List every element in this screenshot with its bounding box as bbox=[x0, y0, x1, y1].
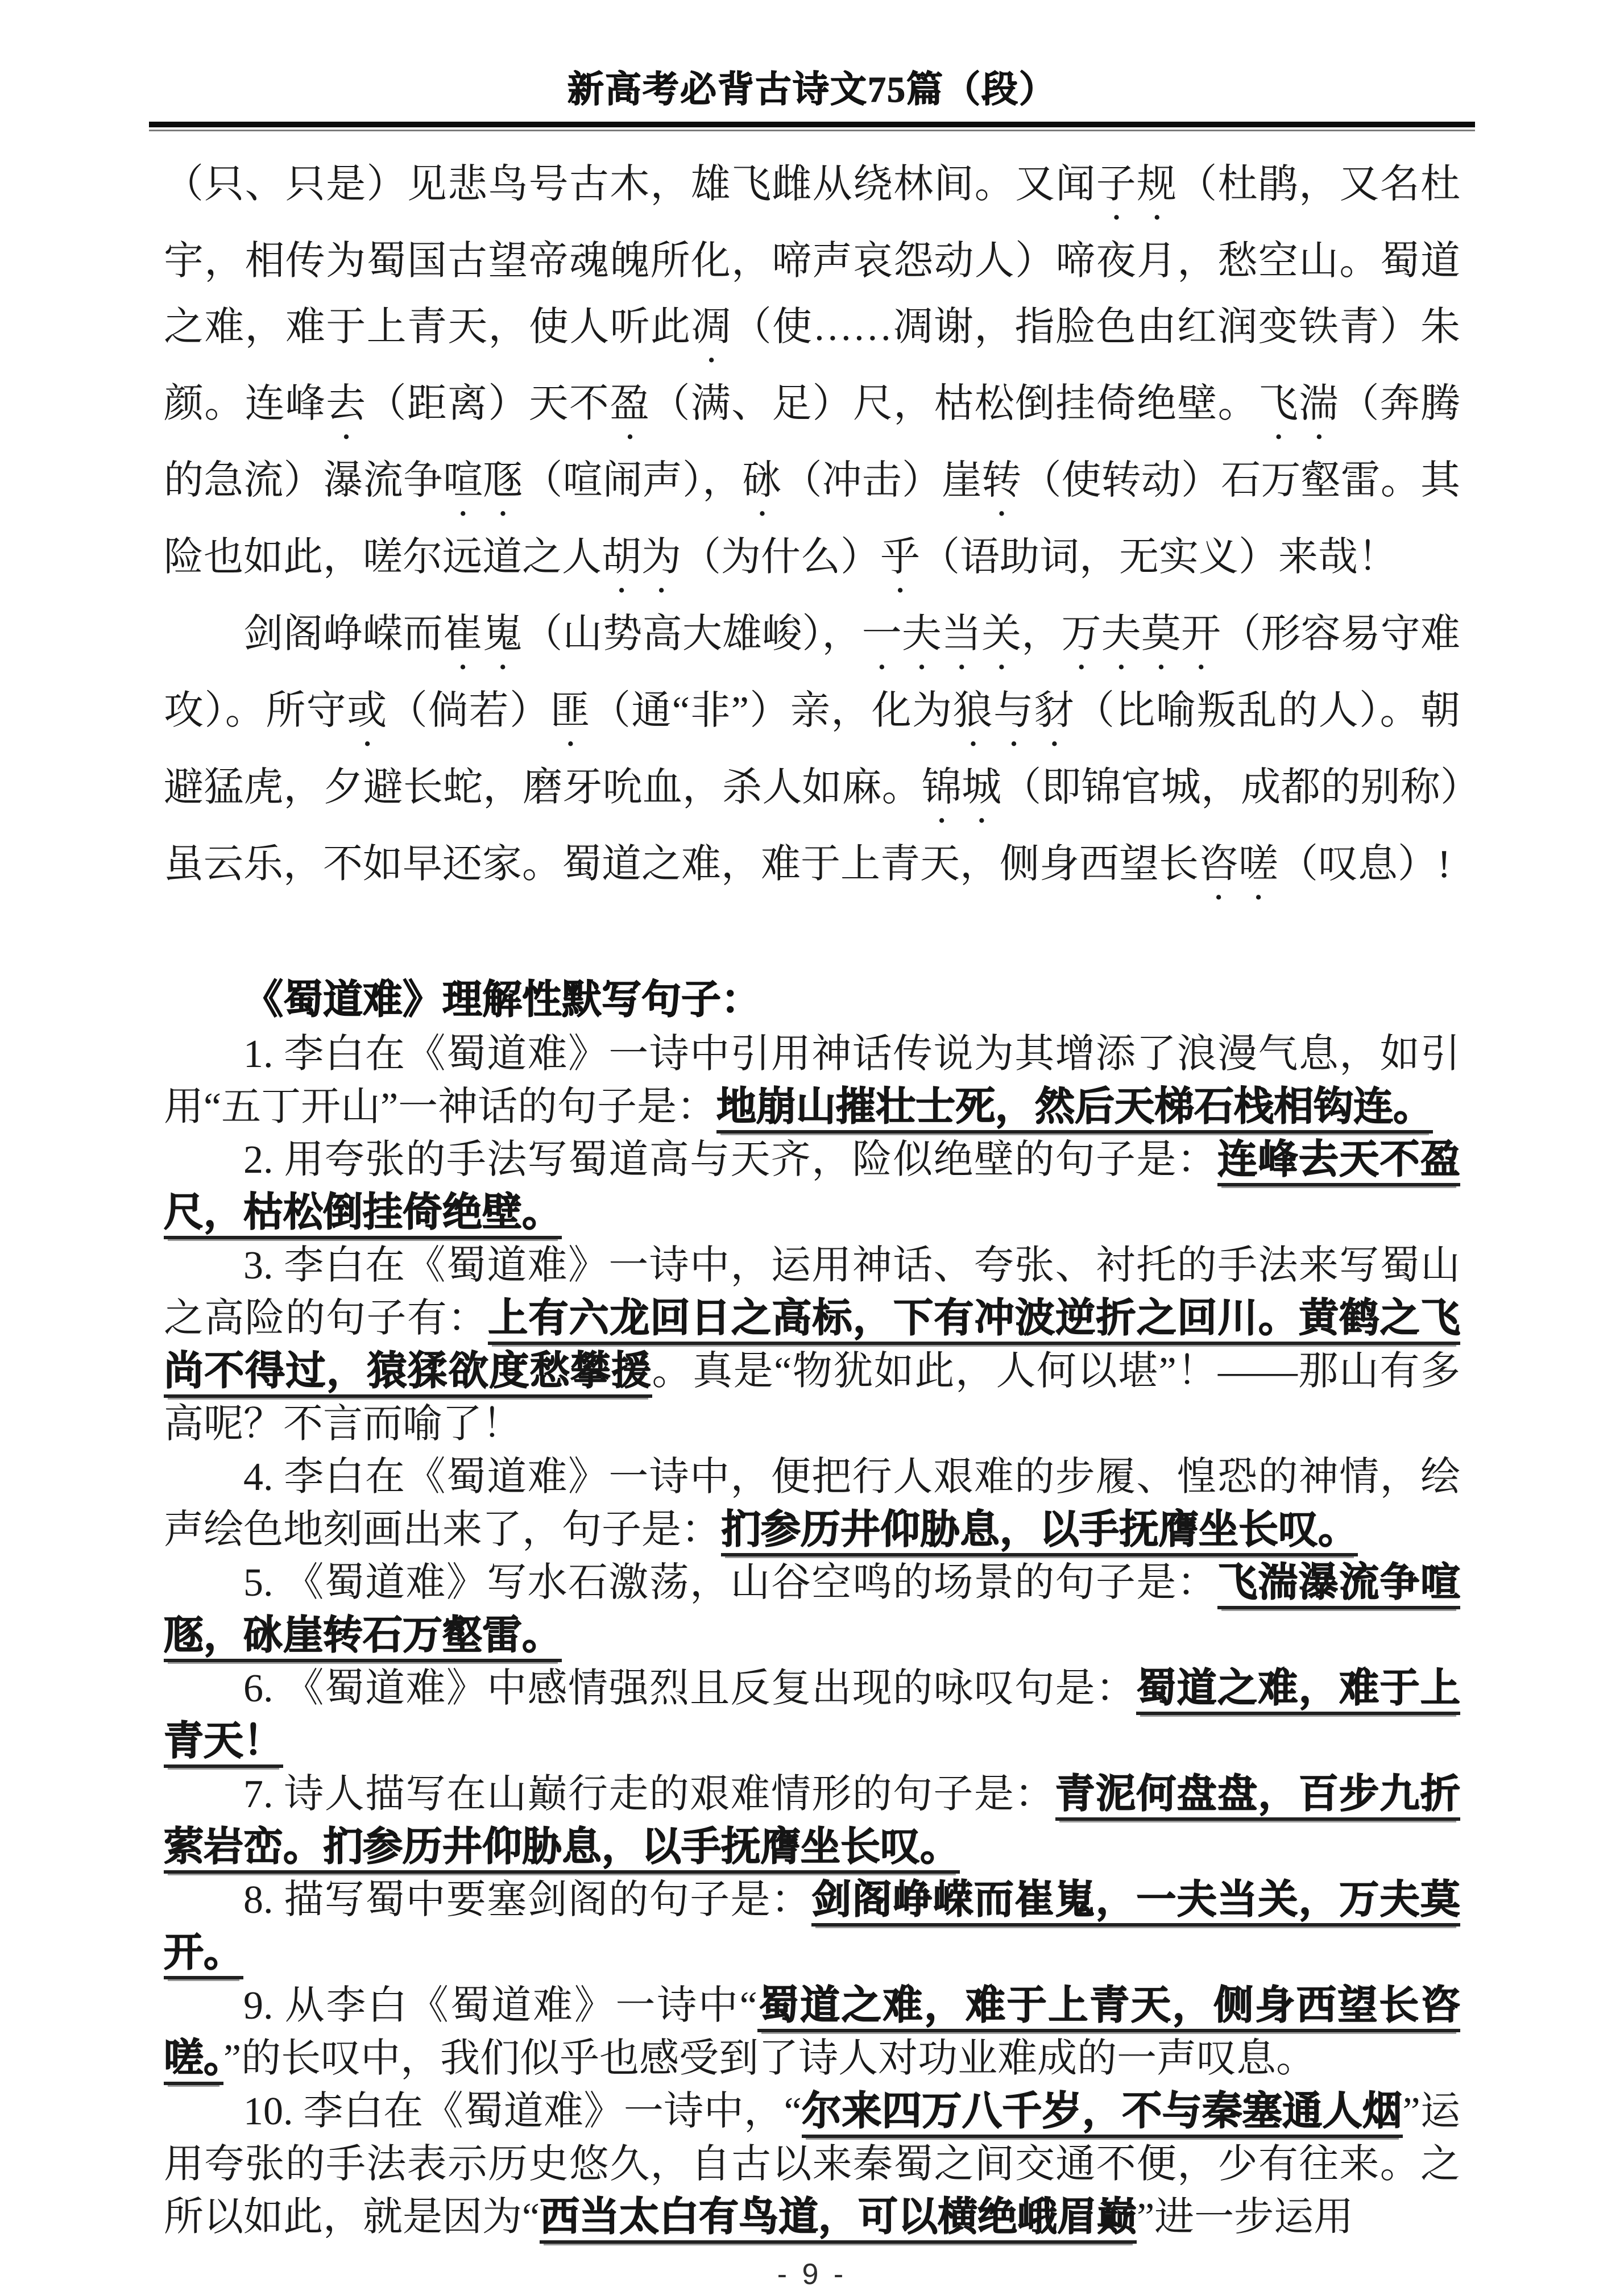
text-run: （冲击）崖 bbox=[782, 459, 982, 503]
answer-text: 扪参历井仰胁息，以手抚膺坐长叹。 bbox=[721, 1508, 1358, 1556]
text-run: ”进一步运用 bbox=[1137, 2195, 1354, 2239]
dictation-item-9 bbox=[164, 1979, 1460, 2085]
text-run: （即锦官城，成都的别称）虽云乐，不如早还家。蜀道之难，难于上青天，侧身西望长 bbox=[164, 766, 1460, 886]
text-run: 1. 李白在《蜀道难》一诗中引用神话传说为其增添了浪漫气息，如引用“五丁开山”一神话的句子是： bbox=[164, 1032, 1460, 1129]
dotted-term: 胡为 bbox=[602, 535, 681, 579]
dotted-term: 凋 bbox=[691, 305, 732, 349]
text-run: （距离）天不 bbox=[366, 382, 610, 426]
text-run: ”运用夸张的手法表示历史悠久，自古以来秦蜀之间交通不便，少有往来。之所以如此，就是因为“ bbox=[164, 2090, 1460, 2239]
text-run: 3. 李白在《蜀道难》一诗中，运用神话、夸张、衬托的手法来写蜀山之高险的句子有： bbox=[164, 1244, 1460, 1340]
dotted-term: 转 bbox=[981, 459, 1022, 503]
page-number: - 9 - bbox=[777, 2258, 847, 2291]
text-run: （使……凋谢，指脸色由红润变铁青）朱颜。连峰 bbox=[164, 305, 1461, 426]
dotted-term: 狼与豺 bbox=[952, 689, 1075, 733]
annotated-paragraph-1 bbox=[164, 152, 1460, 601]
answer-text: 剑阁峥嵘而崔嵬，一夫当关，万夫莫开。 bbox=[164, 1878, 1460, 1979]
dotted-term: 子规 bbox=[1096, 163, 1178, 206]
dictation-item-10 bbox=[164, 2085, 1460, 2244]
text-run: （为什么） bbox=[681, 535, 880, 579]
text-run: 5. 《蜀道难》写水石激荡，山谷空鸣的场景的句子是： bbox=[243, 1561, 1218, 1605]
page-footer bbox=[164, 2257, 1460, 2291]
dotted-term: 一夫当关，万夫莫开 bbox=[861, 612, 1221, 656]
text-run: （倘若） bbox=[387, 689, 550, 733]
answer-text: 飞湍瀑流争喧豗，砯崖转石万壑雷。 bbox=[164, 1561, 1460, 1662]
dotted-term: 飞湍 bbox=[1258, 382, 1340, 426]
dictation-item-4 bbox=[164, 1451, 1460, 1556]
dotted-term: 乎 bbox=[880, 535, 920, 579]
header-rule bbox=[149, 122, 1475, 131]
text-run: （只、只是）见悲鸟号古木，雄飞雌从绕林间。又闻 bbox=[164, 163, 1096, 206]
dictation-item-6 bbox=[164, 1662, 1460, 1768]
answer-text: 西当太白有鸟道，可以横绝峨眉巅 bbox=[540, 2195, 1137, 2244]
answer-text: 蜀道之难，难于上青天！ bbox=[164, 1667, 1460, 1768]
text-run: （喧闹声）， bbox=[523, 459, 743, 503]
text-run: （叹息）! bbox=[1278, 842, 1451, 886]
answer-text: 尔来四万八千岁，不与秦塞通人烟 bbox=[802, 2090, 1403, 2138]
dotted-term: 崔嵬 bbox=[442, 612, 523, 656]
text-run: （语助词，无实义）来哉！ bbox=[920, 535, 1398, 579]
dictation-item-5 bbox=[164, 1556, 1460, 1662]
dictation-item-1 bbox=[164, 1028, 1460, 1134]
answer-text: 蜀道之难，难于上青天，侧身西望长咨嗟。 bbox=[164, 1984, 1460, 2085]
dotted-term: 砯 bbox=[742, 459, 782, 503]
dotted-term: 去 bbox=[326, 382, 367, 426]
dictation-section bbox=[164, 973, 1460, 2244]
text-run: 10. 李白在《蜀道难》一诗中，“ bbox=[243, 2090, 802, 2133]
text-run: （比喻叛乱的人）。朝避猛虎，夕避长蛇，磨牙吮血，杀人如麻。 bbox=[164, 689, 1461, 809]
page-content bbox=[164, 0, 1460, 2291]
dotted-term: 锦城 bbox=[921, 766, 1002, 809]
dictation-item-2 bbox=[164, 1134, 1460, 1239]
text-run: （通“非”）亲，化为 bbox=[590, 689, 953, 733]
text-run: ”的长叹中，我们似乎也感受到了诗人对功业难成的一声叹息。 bbox=[223, 2037, 1316, 2081]
dotted-term: 喧豗 bbox=[443, 459, 523, 503]
text-run: 2. 用夸张的手法写蜀道高与天齐，险似绝壁的句子是： bbox=[243, 1138, 1218, 1182]
text-run: 6. 《蜀道难》中感情强烈且反复出现的咏叹句是： bbox=[243, 1667, 1137, 1710]
page-title: 新高考必背古诗文75篇（段） bbox=[567, 69, 1057, 110]
annotated-text-section bbox=[164, 152, 1460, 908]
answer-text: 青泥何盘盘，百步九折萦岩峦。扪参历井仰胁息，以手抚膺坐长叹。 bbox=[164, 1772, 1460, 1874]
text-run: 9. 从李白《蜀道难》一诗中“ bbox=[243, 1984, 757, 2028]
text-run: （奔腾的急流）瀑流争 bbox=[164, 382, 1461, 503]
text-run: （形容易守难攻）。所守 bbox=[164, 612, 1461, 733]
text-run: 4. 李白在《蜀道难》一诗中，便把行人艰难的步履、惶恐的神情，绘声绘色地刻画出来了，句子是： bbox=[164, 1455, 1460, 1552]
dictation-item-3 bbox=[164, 1239, 1460, 1451]
page-header bbox=[164, 0, 1460, 131]
text-run: 剑阁峥嵘而 bbox=[243, 612, 443, 656]
answer-text: 地崩山摧壮士死，然后天梯石栈相钩连。 bbox=[716, 1085, 1433, 1134]
dotted-term: 匪 bbox=[550, 689, 591, 733]
dictation-item-8 bbox=[164, 1874, 1460, 1979]
annotated-paragraph-2 bbox=[164, 601, 1460, 908]
text-run: 。真是“物犹如此，人何以堪”！——那山有多高呢？不言而喻了！ bbox=[164, 1350, 1461, 1446]
answer-text: 上有六龙回日之高标，下有冲波逆折之回川。黄鹤之飞尚不得过，猿猱欲度愁攀援 bbox=[164, 1297, 1460, 1398]
section-heading: 《蜀道难》理解性默写句子： bbox=[243, 978, 761, 1022]
text-run: （山势高大雄峻）， bbox=[523, 612, 862, 656]
text-run: 7. 诗人描写在山巅行走的艰难情形的句子是： bbox=[243, 1772, 1055, 1816]
text-run: （满、足）尺，枯松倒挂倚绝壁。 bbox=[650, 382, 1258, 426]
text-run: 8. 描写蜀中要塞剑阁的句子是： bbox=[243, 1878, 812, 1922]
text-run: （使转动）石万壑雷。其险也如此，嗟尔远道之人 bbox=[164, 459, 1460, 579]
dotted-term: 或 bbox=[347, 689, 388, 733]
text-run: （杜鹃，又名杜宇，相传为蜀国古望帝魂魄所化，啼声哀怨动人）啼夜月，愁空山。蜀道之难，难于上青天，使人听此 bbox=[164, 163, 1461, 349]
dictation-item-7 bbox=[164, 1768, 1460, 1874]
dotted-term: 咨嗟 bbox=[1199, 842, 1278, 886]
answer-text: 连峰去天不盈尺，枯松倒挂倚绝壁。 bbox=[164, 1138, 1460, 1239]
dotted-term: 盈 bbox=[610, 382, 651, 426]
